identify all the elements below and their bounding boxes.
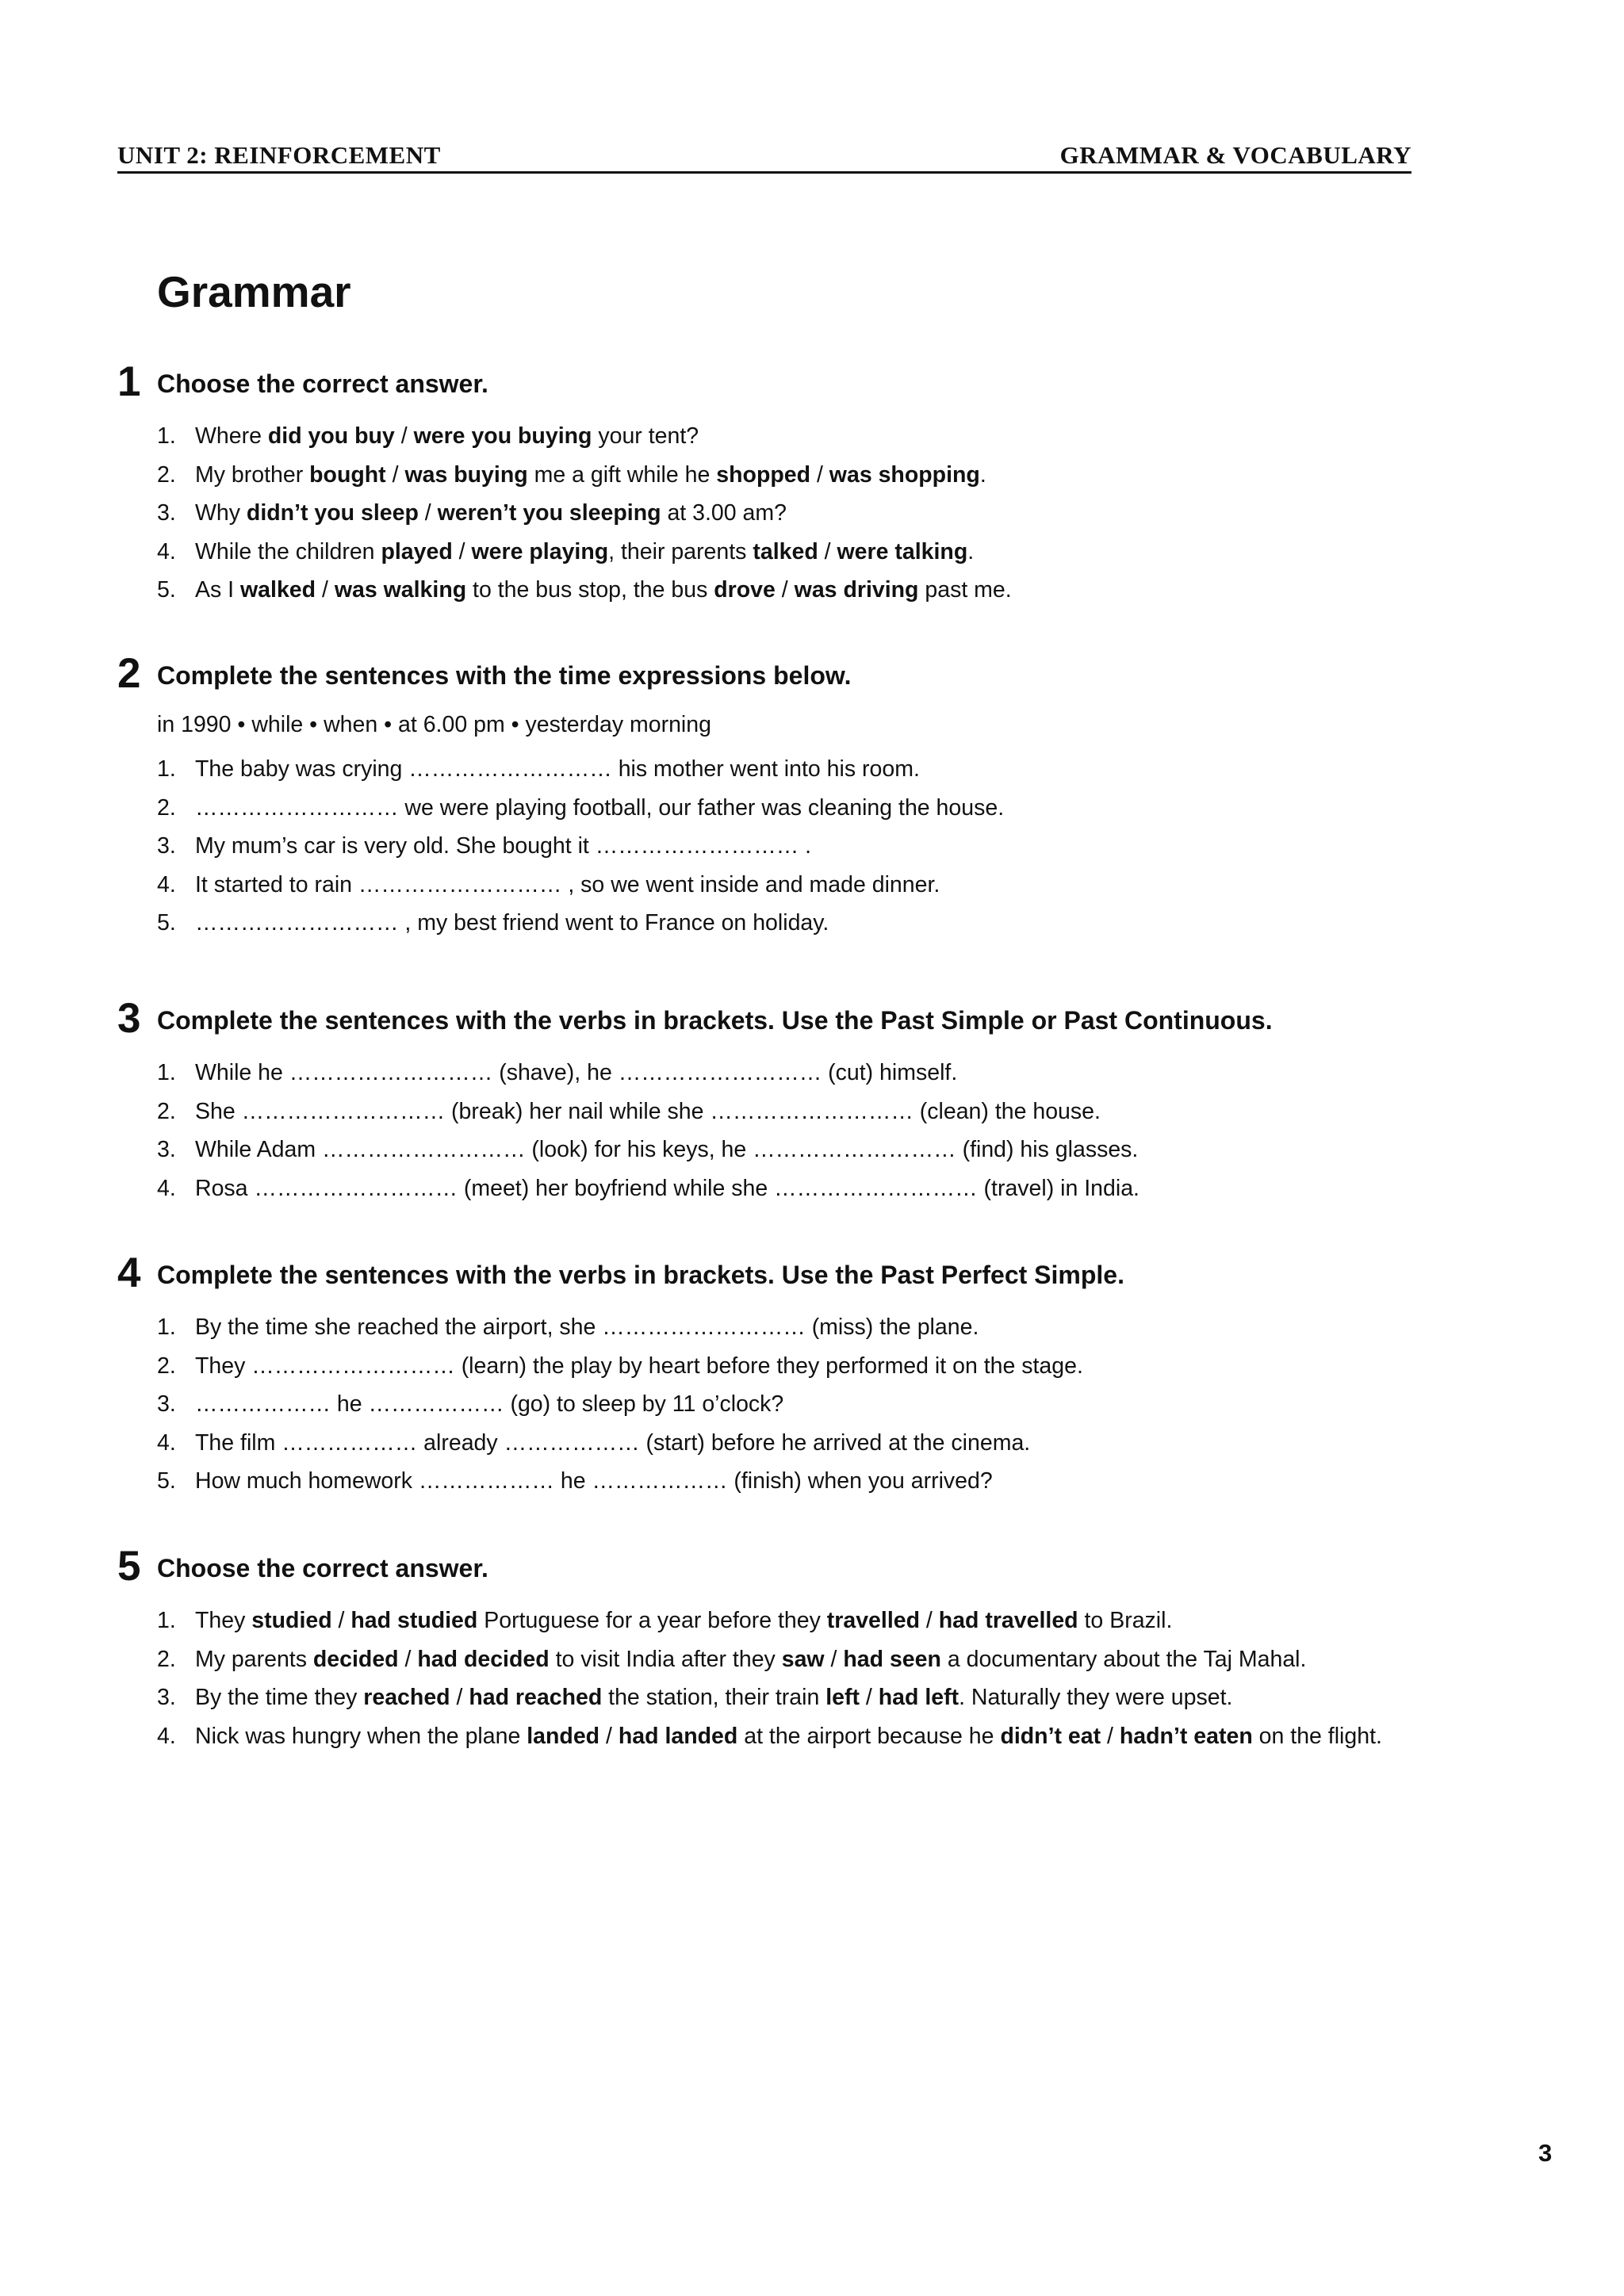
exercise-item: 3. By the time they reached / had reached the station, their train left / had left. Naturally they were upset.	[157, 1685, 1233, 1710]
exercise-item: 3. While Adam ……………………… (look) for his keys, he ……………………… (find) his glasses.	[157, 1137, 1139, 1162]
exercise-instruction: Complete the sentences with the time expressions below.	[157, 661, 852, 690]
option-a: walked	[240, 577, 316, 603]
option-a: bought	[309, 461, 386, 488]
exercise-item: 2. She ……………………… (break) her nail while she ……………………… (clean) the house.	[157, 1098, 1101, 1124]
option-a: played	[381, 538, 453, 564]
option-b: had reached	[469, 1685, 603, 1710]
exercise-item: 1. Where did you buy / were you buying your tent?	[157, 423, 699, 449]
option-a: drove	[714, 577, 776, 603]
time-expressions-list: in 1990 • while • when • at 6.00 pm • yesterday morning	[157, 712, 711, 737]
exercise-items	[117, 1054, 1513, 1207]
option-a: saw	[781, 1646, 825, 1672]
exercise-item: 4. While the children played / were playing, their parents talked / were talking.	[157, 538, 975, 564]
option-b: were playing	[471, 538, 609, 564]
exercise-item: 2. ……………………… we were playing football, our father was cleaning the house.	[157, 794, 1005, 821]
option-b: was shopping	[829, 461, 980, 488]
exercise-item: 2. They ……………………… (learn) the play by heart before they performed it on the stage.	[157, 1353, 1083, 1379]
exercise-item: 5. ……………………… , my best friend went to France on holiday.	[157, 910, 829, 936]
exercise-item: 4. Nick was hungry when the plane landed / had landed at the airport because he didn’t eat / hadn’t eaten on the flight.	[157, 1723, 1382, 1749]
exercise-item: 5. How much homework ……………… he ……………… (finish) when you arrived?	[157, 1468, 993, 1494]
option-a: travelled	[826, 1608, 920, 1633]
option-a: did you buy	[267, 423, 395, 449]
exercise-number: 2	[117, 650, 141, 697]
exercise-item: 4. It started to rain ……………………… , so we went inside and made dinner.	[157, 871, 940, 897]
exercise-item: 3. ……………… he ……………… (go) to sleep by 11 o’clock?	[157, 1391, 784, 1417]
exercise-item: 3. My mum’s car is very old. She bought it ……………………… .	[157, 833, 812, 859]
exercise-item: 4. Rosa ……………………… (meet) her boyfriend while she ……………………… (travel) in India.	[157, 1175, 1139, 1201]
exercise-item: 2. My brother bought / was buying me a gift while he shopped / was shopping.	[157, 461, 986, 488]
exercise-number: 3	[117, 995, 141, 1042]
option-b: had seen	[843, 1646, 941, 1672]
exercise-item: 1. The baby was crying ……………………… his mother went into his room.	[157, 756, 920, 782]
header-unit-label: UNIT 2: REINFORCEMENT	[117, 141, 441, 169]
exercise-item: 2. My parents decided / had decided to visit India after they saw / had seen a documentary about the Taj Mahal.	[157, 1646, 1307, 1672]
exercise-instruction: Complete the sentences with the verbs in brackets. Use the Past Simple or Past Continuous.	[157, 1006, 1273, 1035]
exercise-number: 4	[117, 1249, 141, 1296]
option-b: was driving	[794, 577, 919, 603]
option-a: shopped	[716, 461, 811, 488]
option-b: had landed	[618, 1723, 738, 1749]
exercise-instruction: Complete the sentences with the verbs in brackets. Use the Past Perfect Simple.	[157, 1261, 1124, 1289]
header-section-label: GRAMMAR & VOCABULARY	[1059, 141, 1411, 169]
exercise-5	[117, 1543, 1513, 1755]
option-a: talked	[753, 538, 818, 564]
exercise-instruction: Choose the correct answer.	[157, 1554, 488, 1582]
option-a: reached	[363, 1685, 450, 1710]
exercise-items	[117, 1308, 1513, 1501]
option-b: had left	[878, 1685, 959, 1710]
exercise-number: 5	[117, 1543, 141, 1590]
exercise-instruction: Choose the correct answer.	[157, 369, 488, 398]
option-a: landed	[527, 1723, 600, 1749]
option-a: left	[825, 1685, 860, 1710]
exercise-item: 1. While he ……………………… (shave), he ……………………… (cut) himself.	[157, 1060, 958, 1085]
exercise-items	[117, 417, 1513, 610]
option-b: hadn’t eaten	[1119, 1723, 1253, 1749]
option-a: didn’t eat	[1000, 1723, 1101, 1749]
option-b: had studied	[350, 1608, 478, 1633]
exercise-1	[117, 358, 1513, 610]
option-b: weren’t you sleeping	[437, 500, 661, 526]
page-header	[117, 140, 1411, 174]
option-b: was buying	[404, 461, 528, 488]
option-b: were you buying	[413, 423, 592, 449]
page-title: Grammar	[157, 267, 351, 316]
exercise-item: 5. As I walked / was walking to the bus stop, the bus drove / was driving past me.	[157, 577, 1012, 603]
exercise-3	[117, 995, 1513, 1207]
option-b: was walking	[334, 577, 467, 603]
exercise-4	[117, 1249, 1513, 1501]
page-number: 3	[1538, 2139, 1553, 2167]
exercise-item: 1. By the time she reached the airport, she ……………………… (miss) the plane.	[157, 1314, 979, 1340]
exercise-items	[117, 750, 1513, 943]
option-b: were talking	[837, 538, 968, 564]
option-a: didn’t you sleep	[246, 500, 419, 526]
option-b: had decided	[417, 1646, 550, 1672]
option-b: had travelled	[938, 1608, 1078, 1633]
exercise-item: 3. Why didn’t you sleep / weren’t you sleeping at 3.00 am?	[157, 500, 787, 526]
exercise-item: 1. They studied / had studied Portuguese for a year before they travelled / had travelled to Brazil.	[157, 1608, 1173, 1633]
exercise-items	[117, 1601, 1513, 1755]
option-a: decided	[312, 1646, 399, 1672]
exercise-number: 1	[117, 358, 141, 405]
exercise-item: 4. The film ……………… already ……………… (start) before he arrived at the cinema.	[157, 1429, 1031, 1456]
option-a: studied	[251, 1608, 332, 1633]
exercise-2	[117, 650, 1513, 943]
